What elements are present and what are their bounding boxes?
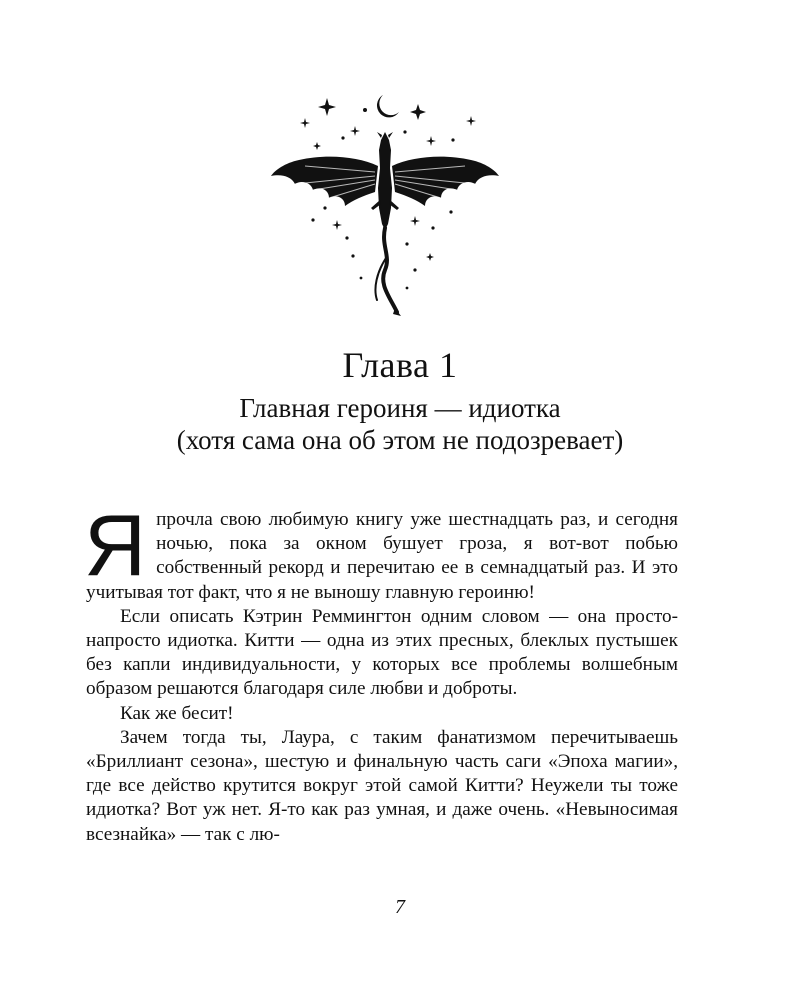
paragraph-1: [84, 498, 678, 605]
body-text: [84, 498, 678, 847]
paragraph-1-text: прочла свою любимую книгу уже шестнадцать раз, и сегодня ночью, пока за окном бушует гроза, я вот-вот побью собственный рекорд и перечитаю ее в семнадцатый раз. И это учитывая тот факт, что я не выношу главную героиню!: [86, 509, 678, 603]
paragraph-4: Зачем тогда ты, Лаура, с таким фанатизмом перечитываешь «Бриллиант сезона», шестую и финальную часть саги «Эпоха магии», где все действо крутится вокруг этой самой Китти? Неужели ты тоже идиотка? Вот уж нет. Я-то как раз умная, и даже очень. «Невыносимая всезнайка» — так с лю-: [86, 726, 678, 845]
chapter-title: Глава 1: [342, 345, 458, 385]
chapter-subtitle-line-1: Главная героиня — идиотка: [239, 393, 561, 423]
dragon-moon-stars-icon: [265, 88, 505, 318]
drop-cap: Я: [84, 498, 147, 594]
page-number: 7: [395, 896, 405, 918]
chapter-subtitle-line-2: (хотя сама она об этом не подозревает): [176, 425, 624, 455]
paragraph-2: Если описать Кэтрин Реммингтон одним словом — она просто-напросто идиотка. Китти — одна из этих пресных, блеклых пустышек без капли индивидуальности, у которых все проблемы волшебным образом решаются благодаря силе любви и доброты.: [86, 605, 678, 700]
paragraph-3: Как же бесит!: [120, 702, 234, 724]
